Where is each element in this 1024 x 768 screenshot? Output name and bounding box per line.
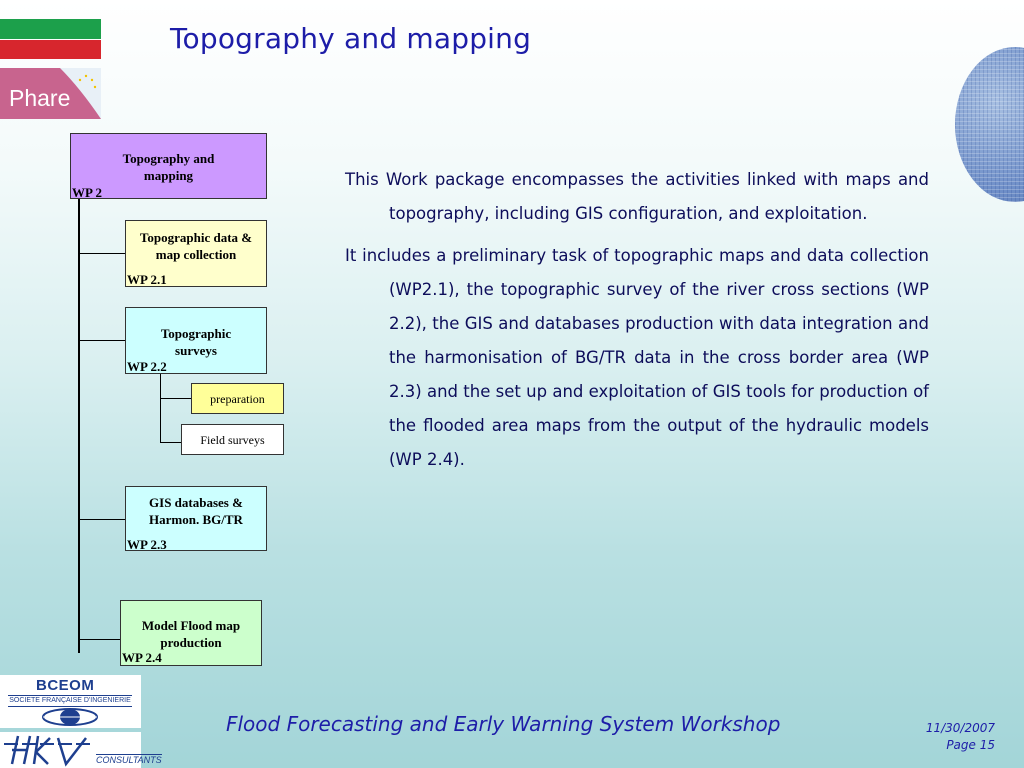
tree-sub-trunk (160, 373, 161, 443)
footer-meta (926, 720, 995, 754)
tree-trunk-line (78, 198, 80, 653)
page-title: Topography and mapping (170, 22, 532, 55)
flag-green-stripe (0, 19, 101, 39)
globe-decoration-icon (955, 47, 1024, 202)
wp2-code: WP 2 (72, 185, 102, 200)
phare-logo (0, 68, 101, 119)
wp21-code: WP 2.1 (127, 272, 167, 287)
wp2-label: Topography and mapping (122, 151, 215, 183)
footer-title: Flood Forecasting and Early Warning System Workshop (226, 712, 781, 736)
wp23-code: WP 2.3 (127, 537, 167, 552)
bceom-name: BCEOM (36, 677, 95, 694)
paragraph-2: It includes a preliminary task of topographic maps and data collection (WP2.1), the topographic survey of the river cross sections (WP 2.2), the GIS and databases production with data integration and the harmonisation of BG/TR data in the cross border area (WP 2.3) and the set up and exploitation of GIS tools for production of the flooded area maps from the output of the hydraulic models (WP 2.4). (345, 246, 929, 469)
field-surveys-label: Field surveys (200, 433, 265, 447)
wp21-label: Topographic data & map collection (139, 230, 253, 262)
wp24-code: WP 2.4 (122, 650, 162, 665)
body-text (345, 163, 929, 485)
wp22-label: Topographic surveys (160, 326, 232, 358)
footer-date: 11/30/2007 (925, 721, 995, 735)
bceom-globe-icon (40, 707, 100, 727)
wp24-label: Model Flood map production (141, 618, 241, 650)
hkv-logo (0, 732, 162, 768)
wp22-code: WP 2.2 (127, 359, 167, 374)
paragraph-1: This Work package encompasses the activities linked with maps and topography, including GIS configuration, and exploitation. (345, 170, 929, 223)
phare-label: Phare (9, 85, 71, 111)
field-surveys-box (181, 424, 284, 455)
tree-branch-wp21 (79, 253, 126, 254)
flag-red-stripe (0, 40, 101, 59)
preparation-box (191, 383, 284, 414)
preparation-label: preparation (210, 392, 265, 406)
hkv-subtitle: CONSULTANTS (96, 755, 162, 765)
hkv-mark-icon (0, 732, 100, 768)
wp23-label: GIS databases & Harmon. BG/TR (149, 495, 243, 527)
tree-branch-field-surveys (160, 442, 182, 443)
bceom-subtitle: SOCIETE FRANÇAISE D'INGENIERIE (8, 695, 132, 707)
footer-page-number: Page 15 (946, 738, 995, 752)
tree-branch-wp22 (79, 340, 126, 341)
tree-branch-wp24 (79, 639, 121, 640)
tree-branch-preparation (160, 398, 192, 399)
bceom-logo (0, 675, 141, 728)
tree-branch-wp23 (79, 519, 126, 520)
